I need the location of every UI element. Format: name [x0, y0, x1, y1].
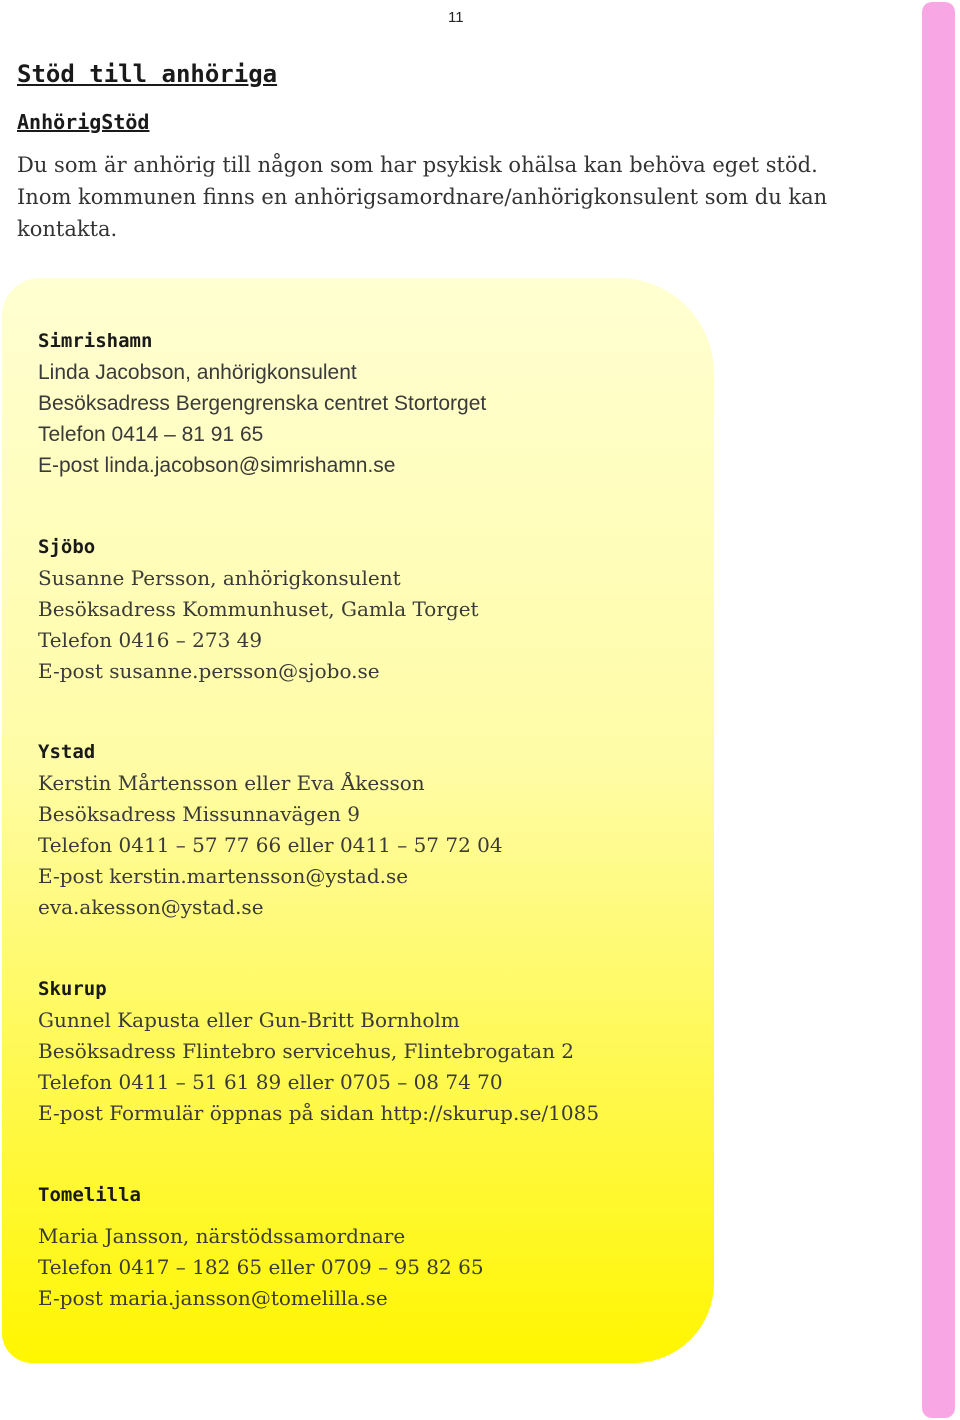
- contact-phone: Telefon 0414 – 81 91 65: [38, 423, 264, 446]
- contact-block-tomelilla: [38, 1180, 708, 1314]
- contact-phone: Telefon 0411 – 57 77 66 eller 0411 – 57 72 04: [38, 833, 503, 857]
- page-heading: Stöd till anhöriga: [17, 60, 278, 88]
- contact-phone: Telefon 0417 – 182 65 eller 0709 – 95 82 65: [38, 1255, 484, 1279]
- contact-address: Besöksadress Kommunhuset, Gamla Torget: [38, 597, 479, 621]
- contact-block-ystad: [38, 737, 708, 923]
- contact-person: Maria Jansson, närstödssamordnare: [38, 1224, 406, 1248]
- contact-block-sjobo: [38, 532, 708, 687]
- contact-title: Skurup: [38, 978, 107, 1000]
- contact-title: Simrishamn: [38, 330, 153, 352]
- contact-email: E-post susanne.persson@sjobo.se: [38, 659, 380, 683]
- contact-block-simrishamn: [38, 326, 708, 481]
- intro-line: Du som är anhörig till någon som har psykisk ohälsa kan behöva eget stöd.: [17, 153, 818, 177]
- contact-address: Besöksadress Missunnavägen 9: [38, 802, 361, 826]
- contact-address: Besöksadress Bergengrenska centret Stortorget: [38, 392, 487, 415]
- contact-email: E-post Formulär öppnas på sidan http://skurup.se/1085: [38, 1101, 600, 1125]
- intro-paragraph: [17, 149, 897, 245]
- contact-block-skurup: [38, 974, 708, 1129]
- section-subheading: AnhörigStöd: [17, 110, 150, 134]
- contact-person: Kerstin Mårtensson eller Eva Åkesson: [38, 771, 425, 795]
- contact-phone: Telefon 0411 – 51 61 89 eller 0705 – 08 74 70: [38, 1070, 503, 1094]
- contact-person: Gunnel Kapusta eller Gun-Britt Bornholm: [38, 1008, 460, 1032]
- contact-title: Sjöbo: [38, 536, 96, 558]
- contact-title: Ystad: [38, 741, 96, 763]
- intro-line: Inom kommunen finns en anhörigsamordnare/anhörigkonsulent som du kan: [17, 185, 828, 209]
- contact-title: Tomelilla: [38, 1184, 141, 1206]
- contact-email: E-post kerstin.martensson@ystad.se: [38, 864, 409, 888]
- contact-phone: Telefon 0416 – 273 49: [38, 628, 263, 652]
- decorative-side-bar: [922, 2, 955, 1418]
- contact-email: E-post linda.jacobson@simrishamn.se: [38, 454, 396, 477]
- contact-email-secondary: eva.akesson@ystad.se: [38, 895, 264, 919]
- page-number: 11: [448, 9, 464, 26]
- contact-person: Susanne Persson, anhörigkonsulent: [38, 566, 401, 590]
- contact-address: Besöksadress Flintebro servicehus, Flintebrogatan 2: [38, 1039, 575, 1063]
- contact-person: Linda Jacobson, anhörigkonsulent: [38, 361, 357, 384]
- intro-line: kontakta.: [17, 217, 118, 241]
- contact-email: E-post maria.jansson@tomelilla.se: [38, 1286, 388, 1310]
